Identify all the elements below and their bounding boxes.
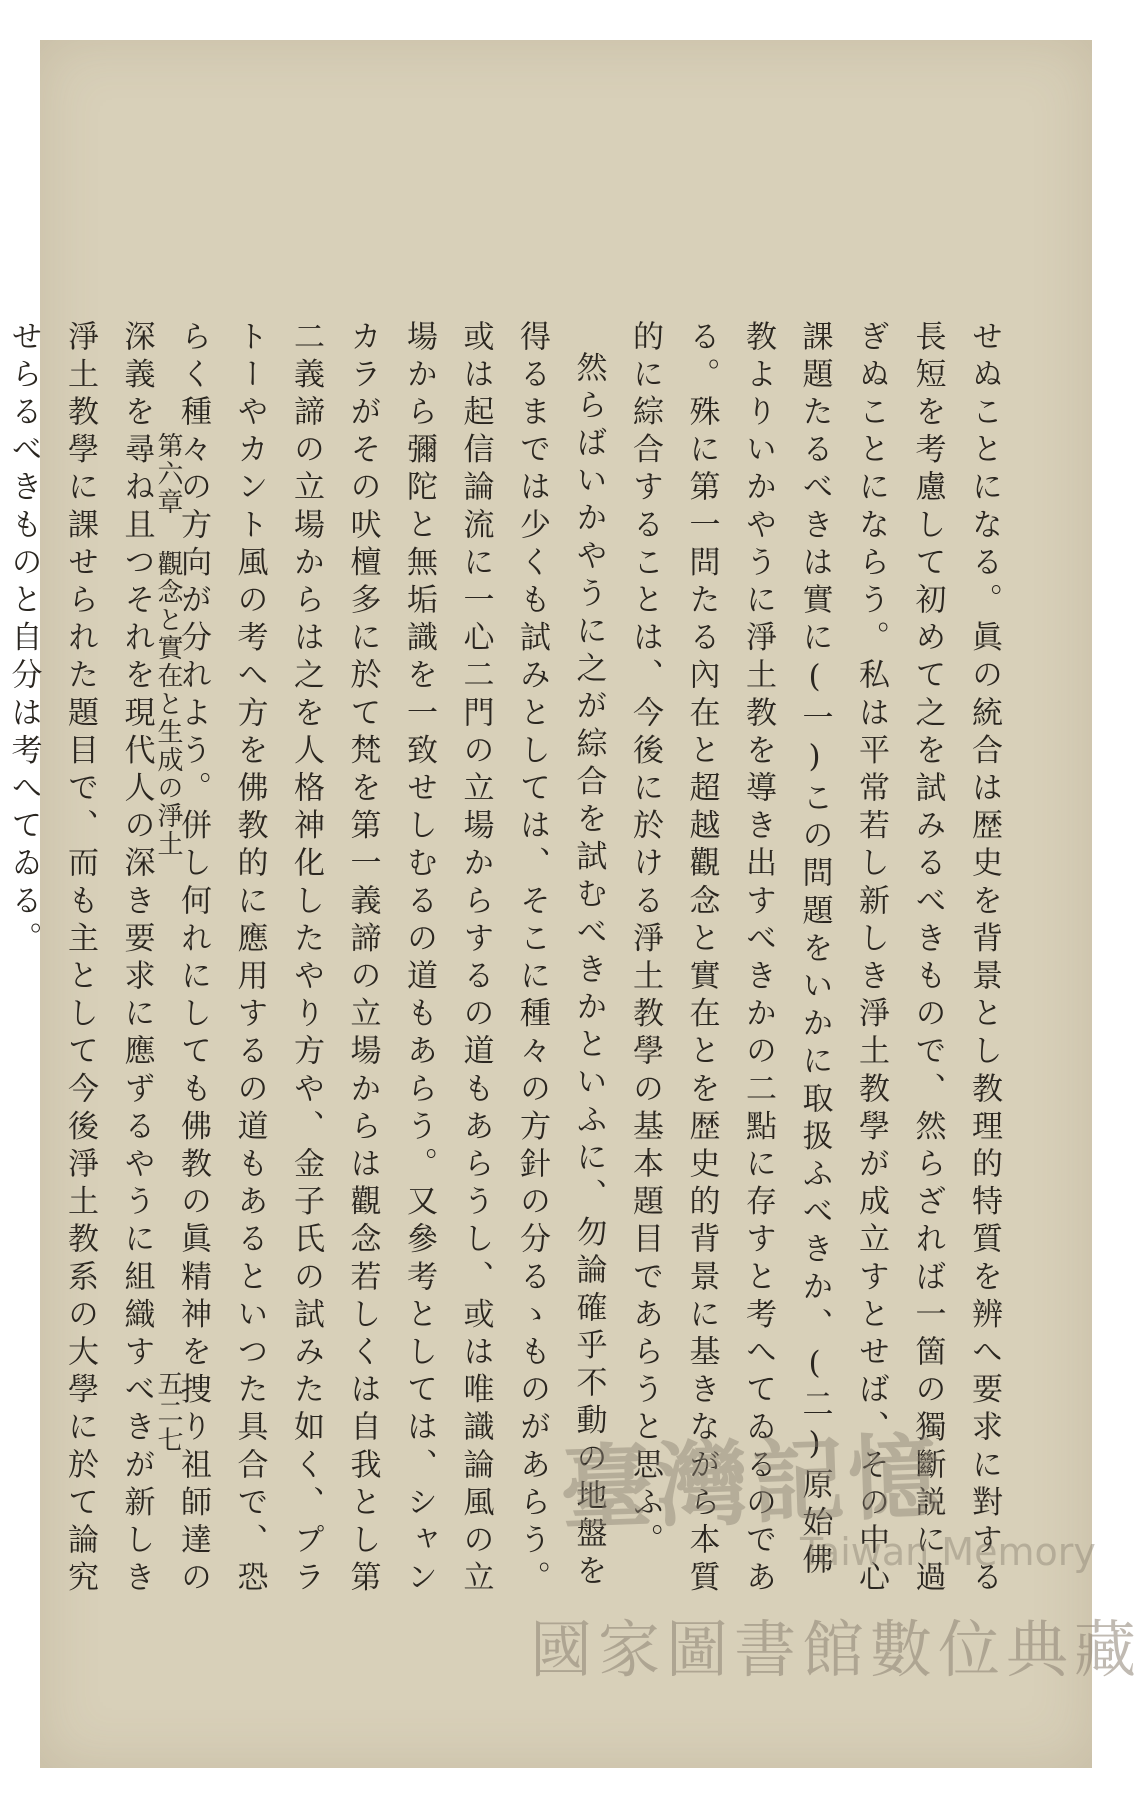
book-page [5,40,1142,1768]
watermark-subtitle: Taiwan Memory [800,1530,1096,1574]
chapter-title: 觀念と實在と生成の淨土 [153,550,183,858]
page-number: 五二七 [153,1370,183,1454]
running-header [150,432,187,858]
chapter-number: 第六章 [153,432,183,516]
watermark-library: 國家圖書館數位典藏 [530,1613,1142,1686]
watermark-mark: 臺灣記憶 [558,1422,947,1544]
paragraph: 然らばいかやうに之が綜合を試むべきかといふに、勿論確乎不動の地盤を得るまでは少くも試みとしては、そこに種々の方針の分るゝものがあらう。或は起信論流に一心二門の立場からするの道もあらうし、或は唯識論風の立場から彌陀と無垢識を一致せしむるの道もあらう。又參考としては、シャンカラがその吠檀多に於て梵を第一義諦の立場からは觀念若しくは自我とし第二義諦の立場からは之を人格神化したやり方や、金子氏の試みた如く、プラトーやカント風の考へ方を佛教的に應用するの道もあるといつた具合で、恐らく種々の方向が分れよう。併し何れにしても佛教の眞精神を捜り祖師達の深義を尋ね且つそれを現代人の深き要求に應ずるやうに組織すべきが新しき淨土教學に課せられた題目で、而も主として今後淨土教系の大學に於て論究せらるべきものと自分は考へてゐる。 [5,320,607,1599]
paragraph: せぬことになる。眞の統合は歴史を背景とし教理的特質を辨へ要求に對する長短を考慮して初めて之を試みるべきもので、然らざれば一箇の獨斷説に過ぎぬことにならう。私は平常若し新しき淨土教學が成立すとせば、その中心課題たるべきは實に(一)この問題をいかに取扱ふべきか、(二)原始佛教よりいかやうに淨土教を導き出すべきかの二點に存すと考へてゐるのである。殊に第一問たる內在と超越觀念と實在とを歴史的背景に基きながら本質的に綜合することは、今後に於ける淨土教學の基本題目であらうと思ふ。 [627,320,1002,1599]
